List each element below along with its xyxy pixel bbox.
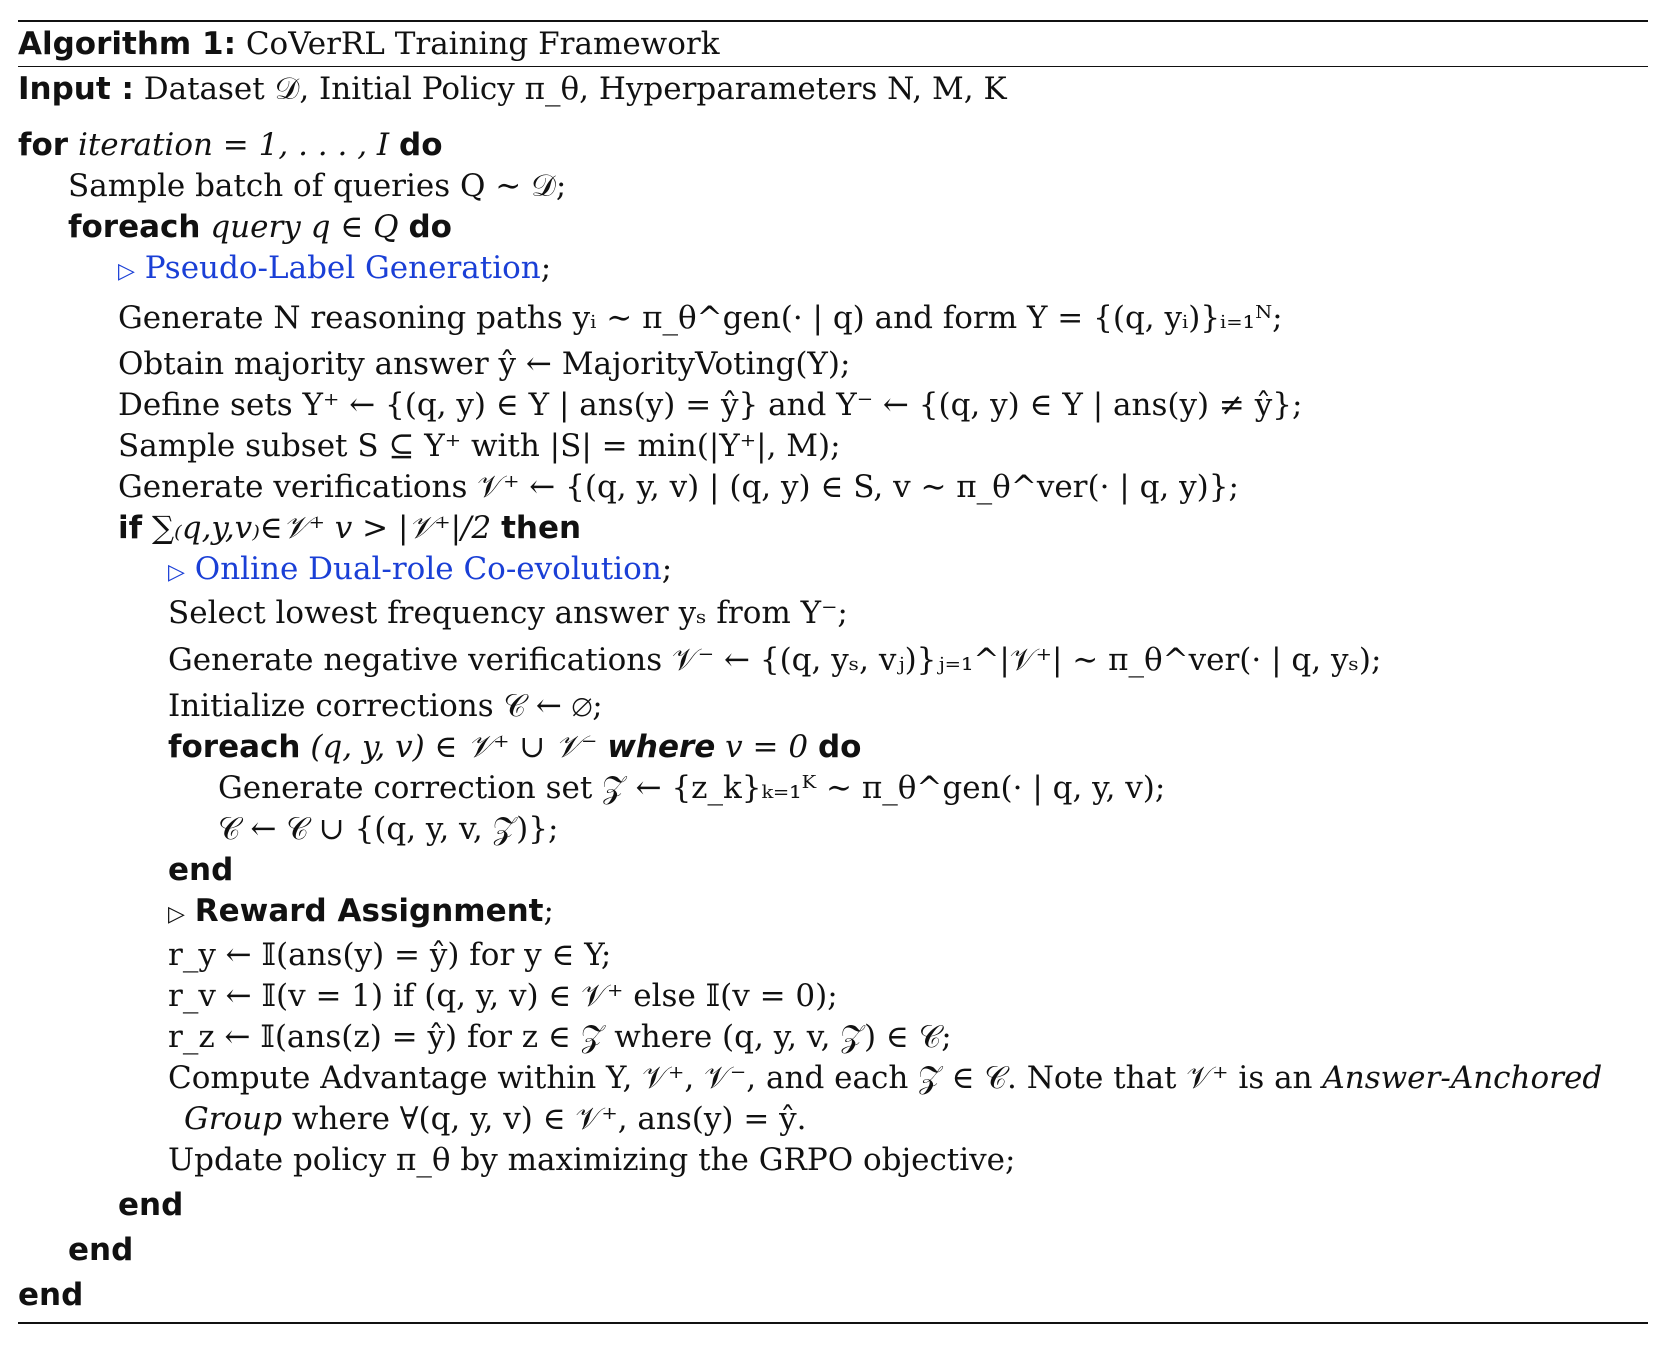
keyword-where: where xyxy=(607,729,716,765)
corrections-update-line xyxy=(18,809,1648,850)
keyword-if: if xyxy=(118,510,143,546)
sample-batch-line xyxy=(18,166,1648,207)
foreach-query-line xyxy=(18,207,1648,248)
correction-set-line xyxy=(18,768,1648,809)
if-line xyxy=(18,508,1648,549)
keyword-end: end xyxy=(118,1187,184,1223)
line-text: r_v ← 𝕀(v = 1) if (q, y, v) ∈ 𝒱⁺ else 𝕀(v = 0); xyxy=(168,978,838,1014)
if-condition: ∑₍q,y,v₎∈𝒱⁺ v > |𝒱⁺|/2 xyxy=(151,510,492,546)
input-text: Dataset 𝒟, Initial Policy π_θ, Hyperparameters N, M, K xyxy=(143,71,1007,107)
comment-end: ; xyxy=(540,250,552,286)
reward-z-line xyxy=(18,1017,1648,1058)
line-text: r_z ← 𝕀(ans(z) = ŷ) for z ∈ 𝒵 where (q, y, v, 𝒵) ∈ 𝒞; xyxy=(168,1019,952,1055)
caption-title: CoVerRL Training Framework xyxy=(245,26,720,62)
for-expression: iteration = 1, . . . , I xyxy=(77,127,390,163)
keyword-then: then xyxy=(501,510,582,546)
keyword-do: do xyxy=(399,127,443,163)
reward-v-line xyxy=(18,976,1648,1017)
keyword-for: for xyxy=(18,127,69,163)
line-text: Update policy π_θ by maximizing the GRPO objective; xyxy=(168,1142,1016,1178)
define-sets-line xyxy=(18,385,1648,426)
comment-co-evolution xyxy=(18,549,1648,593)
where-expression: v = 0 xyxy=(725,729,809,765)
select-lowest-line xyxy=(18,593,1648,634)
negative-verifications-line xyxy=(18,634,1648,686)
comment-text: Pseudo-Label Generation xyxy=(144,250,541,286)
group-term: Group xyxy=(184,1101,283,1137)
triangle-icon: ▷ xyxy=(168,902,185,927)
foreach-verification-line xyxy=(18,727,1648,768)
line-text: Generate verifications 𝒱⁺ ← {(q, y, v) | (q, y) ∈ S, v ∼ π_θ^ver(· | q, y)}; xyxy=(118,469,1239,505)
bottom-rule xyxy=(18,1322,1648,1324)
comment-end: ; xyxy=(661,551,673,587)
sample-subset-line xyxy=(18,426,1648,467)
algorithm-block xyxy=(18,20,1648,1324)
majority-answer-line xyxy=(18,344,1648,385)
update-policy-line xyxy=(18,1140,1648,1181)
generate-verifications-line xyxy=(18,467,1648,508)
line-text: Initialize corrections 𝒞 ← ∅; xyxy=(168,688,603,724)
triangle-icon: ▷ xyxy=(118,259,135,284)
triangle-icon: ▷ xyxy=(168,560,185,585)
comment-reward-assignment xyxy=(18,891,1648,935)
keyword-end: end xyxy=(68,1232,134,1268)
line-text: Sample batch of queries Q ∼ 𝒟; xyxy=(68,168,567,204)
line-text: where ∀(q, y, v) ∈ 𝒱⁺, ans(y) = ŷ. xyxy=(291,1101,807,1137)
line-text: Obtain majority answer ŷ ← MajorityVoting(Y); xyxy=(118,346,851,382)
reward-y-line xyxy=(18,935,1648,976)
for-line xyxy=(18,125,1648,166)
input-line xyxy=(18,67,1648,111)
input-label: Input : xyxy=(18,71,134,107)
line-text: r_y ← 𝕀(ans(y) = ŷ) for y ∈ Y; xyxy=(168,937,612,973)
line-text: Generate negative verifications 𝒱⁻ ← {(q, yₛ, vⱼ)}ⱼ₌₁^|𝒱⁺| ∼ π_θ^ver(· | q, yₛ); xyxy=(168,642,1382,678)
caption-label: Algorithm 1: xyxy=(18,26,236,62)
foreach-expression: (q, y, v) ∈ 𝒱⁺ ∪ 𝒱⁻ xyxy=(310,729,598,765)
end-foreach-query xyxy=(18,1230,1648,1271)
answer-anchored-term: Answer-Anchored xyxy=(1322,1060,1603,1096)
algorithm-caption xyxy=(18,22,1648,66)
keyword-end: end xyxy=(18,1277,84,1313)
line-text: Define sets Y⁺ ← {(q, y) ∈ Y | ans(y) = ŷ} and Y⁻ ← {(q, y) ∈ Y | ans(y) ≠ ŷ}; xyxy=(118,387,1303,423)
keyword-end: end xyxy=(168,852,234,888)
line-text: Generate correction set 𝒵 ← {z_k}ₖ₌₁ᴷ ∼ π_θ^gen(· | q, y, v); xyxy=(218,770,1166,806)
comment-text: Online Dual-role Co-evolution xyxy=(194,551,662,587)
foreach-expression: query q ∈ Q xyxy=(210,209,399,245)
line-text: 𝒞 ← 𝒞 ∪ {(q, y, v, 𝒵)}; xyxy=(218,811,559,847)
comment-end: ; xyxy=(543,893,554,929)
line-text: Select lowest frequency answer yₛ from Y⁻; xyxy=(168,595,848,631)
end-for xyxy=(18,1275,1648,1316)
compute-advantage-line xyxy=(18,1058,1648,1099)
line-text: Generate N reasoning paths yᵢ ∼ π_θ^gen(· | q) and form Y = {(q, yᵢ)}ᵢ₌₁ᴺ; xyxy=(118,300,1283,336)
keyword-foreach: foreach xyxy=(168,729,301,765)
end-foreach-inner xyxy=(18,850,1648,891)
keyword-do: do xyxy=(817,729,862,765)
end-if xyxy=(18,1185,1648,1226)
generate-paths-line xyxy=(18,292,1648,344)
keyword-do: do xyxy=(408,209,452,245)
compute-advantage-continuation xyxy=(18,1099,1648,1140)
initialize-corrections-line xyxy=(18,686,1648,727)
line-text: Sample subset S ⊆ Y⁺ with |S| = min(|Y⁺|, M); xyxy=(118,428,841,464)
comment-text: Reward Assignment xyxy=(194,893,544,929)
comment-pseudo-label xyxy=(18,248,1648,292)
keyword-foreach: foreach xyxy=(68,209,201,245)
line-text: Compute Advantage within Y, 𝒱⁺, 𝒱⁻, and each 𝒵 ∈ 𝒞. Note that 𝒱⁺ is an xyxy=(168,1060,1313,1096)
